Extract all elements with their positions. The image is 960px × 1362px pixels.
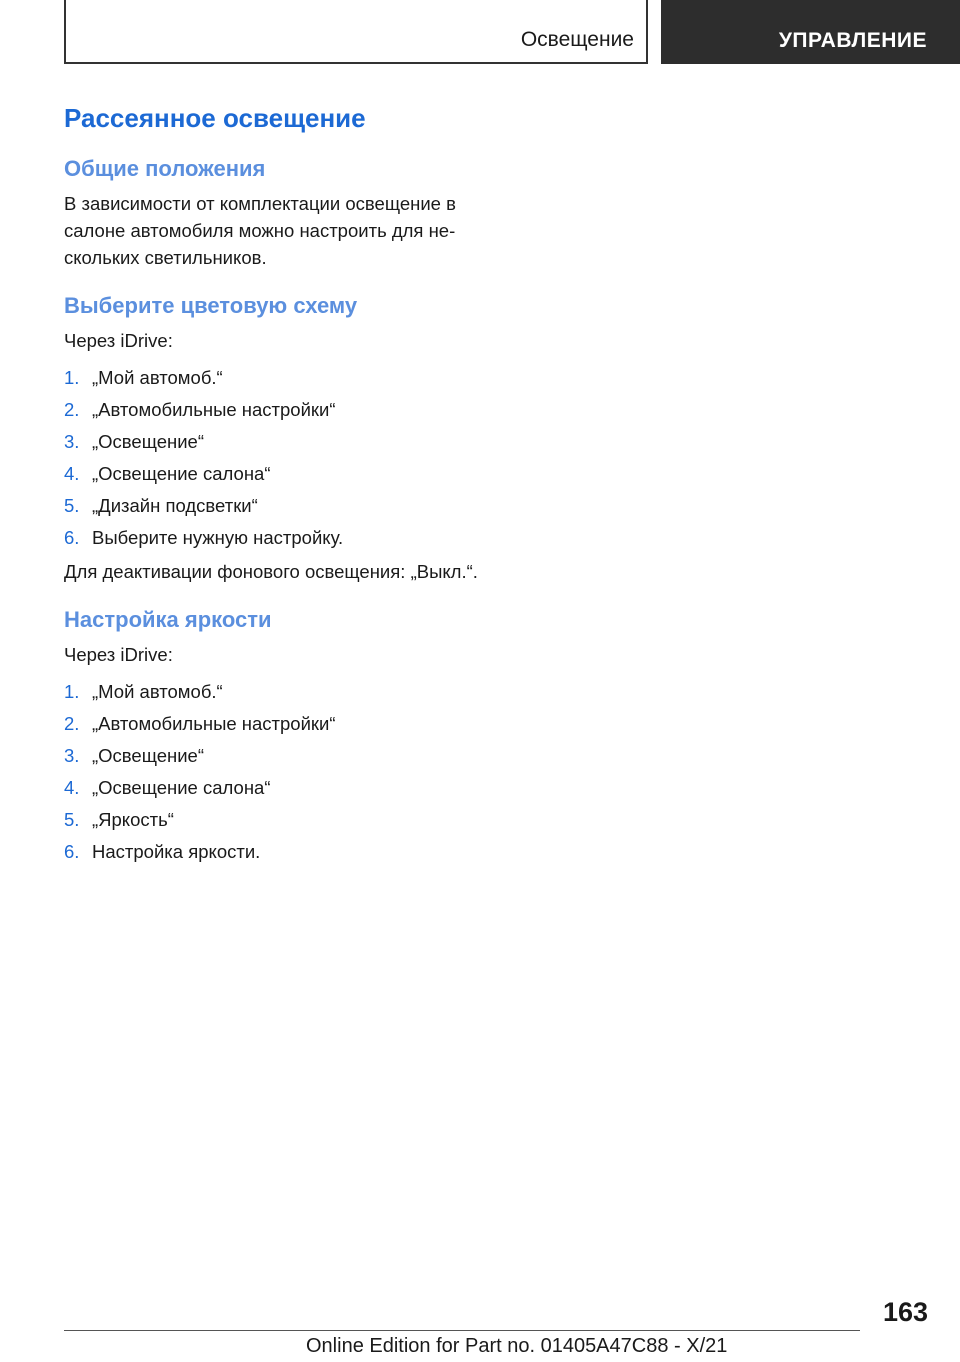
step-text: „Яркость“ [92,809,174,830]
step-number: 5. [64,495,80,516]
brightness-steps [64,680,504,864]
step-number: 3. [64,745,80,766]
header-chapter-title: УПРАВЛЕНИЕ [778,29,927,52]
header-section-box [64,0,648,64]
page-number: 163 [882,1297,928,1327]
color-scheme-intro: Через iDrive: [64,330,173,351]
step-number: 4. [64,463,80,484]
list-item [64,366,504,390]
step-number: 1. [64,367,80,388]
step-text: „Освещение“ [92,745,205,766]
general-heading: Общие положения [64,156,266,181]
color-scheme-note: Для деактивации фонового освещения: „Выкл.“. [64,561,478,582]
list-item [64,430,504,454]
list-item [64,462,504,486]
main-content [64,100,504,872]
step-text: Настройка яркости. [92,841,261,862]
header-section-title: Освещение [520,28,634,51]
color-scheme-heading: Выберите цветовую схему [64,293,358,318]
step-number: 5. [64,809,80,830]
brightness-intro: Через iDrive: [64,644,173,665]
list-item [64,526,504,550]
list-item [64,712,504,736]
step-number: 1. [64,681,80,702]
step-text: „Освещение салона“ [92,777,271,798]
step-number: 3. [64,431,80,452]
step-number: 4. [64,777,80,798]
step-text: „Освещение“ [92,431,205,452]
list-item [64,840,504,864]
step-text: „Дизайн подсветки“ [92,495,258,516]
list-item [64,680,504,704]
step-text: „Автомобильные настройки“ [92,713,336,734]
header-chapter-box [661,0,960,64]
step-text: „Освещение салона“ [92,463,271,484]
step-text: „Мой автомоб.“ [92,367,223,388]
general-text: В зависимости от комплектации освещение в салоне автомобиля можно настроить для не- скольких светильников. [64,193,456,268]
step-number: 2. [64,399,80,420]
color-scheme-steps [64,366,504,550]
footer-divider [64,1330,860,1331]
step-number: 6. [64,841,80,862]
step-number: 2. [64,713,80,734]
list-item [64,494,504,518]
list-item [64,398,504,422]
step-text: „Автомобильные настройки“ [92,399,336,420]
step-text: „Мой автомоб.“ [92,681,223,702]
brightness-heading: Настройка яркости [64,607,272,632]
edition-footer: Online Edition for Part no. 01405A47C88 - X/21 [306,1335,728,1357]
list-item [64,808,504,832]
list-item [64,776,504,800]
step-number: 6. [64,527,80,548]
list-item [64,744,504,768]
page-title: Рассеянное освещение [64,103,366,133]
step-text: Выберите нужную настройку. [92,527,344,548]
